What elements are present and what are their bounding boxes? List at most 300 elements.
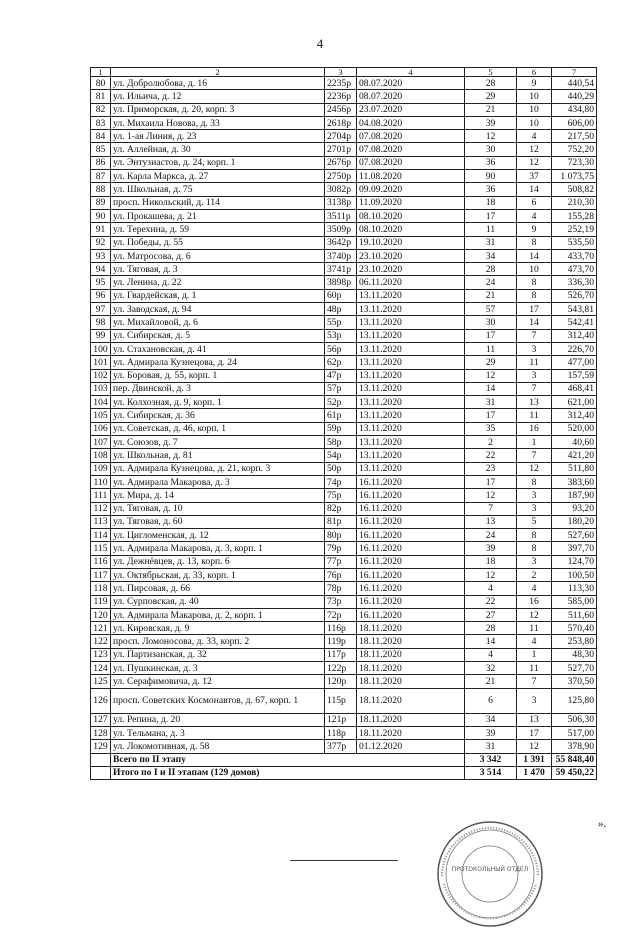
address: ул. Энтузиастов, д. 24, корп. 1	[111, 156, 325, 169]
address: ул. Пирсовая, д. 66	[111, 582, 325, 595]
totals-number-cell	[91, 766, 111, 779]
row-number: 111	[91, 489, 111, 502]
order-number: 52р	[325, 396, 357, 409]
table-row	[91, 116, 597, 129]
row-number: 91	[91, 223, 111, 236]
totals-row	[91, 753, 597, 766]
totals-col6: 1 391	[517, 753, 552, 766]
table-row	[91, 422, 597, 435]
order-number: 81р	[325, 515, 357, 528]
value-col6: 17	[517, 303, 552, 316]
order-date: 13.11.2020	[357, 462, 465, 475]
order-number: 2236р	[325, 90, 357, 103]
value-col7: 125,80	[552, 688, 597, 713]
table-row	[91, 555, 597, 568]
value-col5: 12	[465, 489, 517, 502]
value-col6: 17	[517, 726, 552, 739]
row-number: 103	[91, 382, 111, 395]
value-col5: 22	[465, 595, 517, 608]
value-col5: 18	[465, 196, 517, 209]
address: просп. Ломоносова, д. 33, корп. 2	[111, 635, 325, 648]
address: ул. Боровая, д. 55, корп. 1	[111, 369, 325, 382]
table-row	[91, 236, 597, 249]
row-number: 87	[91, 170, 111, 183]
order-date: 13.11.2020	[357, 289, 465, 302]
order-date: 11.09.2020	[357, 196, 465, 209]
order-date: 13.11.2020	[357, 422, 465, 435]
value-col7: 383,60	[552, 475, 597, 488]
table-row	[91, 635, 597, 648]
value-col6: 12	[517, 143, 552, 156]
value-col6: 8	[517, 542, 552, 555]
value-col7: 508,82	[552, 183, 597, 196]
totals-col7: 59 450,22	[552, 766, 597, 779]
order-number: 82р	[325, 502, 357, 515]
table-row	[91, 196, 597, 209]
order-number: 2235р	[325, 77, 357, 90]
table-row	[91, 90, 597, 103]
row-number: 114	[91, 529, 111, 542]
order-date: 13.11.2020	[357, 356, 465, 369]
order-date: 16.11.2020	[357, 555, 465, 568]
order-number: 117р	[325, 648, 357, 661]
value-col7: 155,28	[552, 209, 597, 222]
order-number: 48р	[325, 303, 357, 316]
value-col6: 11	[517, 662, 552, 675]
order-date: 08.10.2020	[357, 209, 465, 222]
row-number: 98	[91, 316, 111, 329]
value-col6: 13	[517, 396, 552, 409]
signature-line	[290, 860, 398, 861]
address: ул. Тяговая, д. 60	[111, 515, 325, 528]
address: ул. Михаила Новова, д. 33	[111, 116, 325, 129]
value-col5: 57	[465, 303, 517, 316]
order-date: 13.11.2020	[357, 436, 465, 449]
order-number: 77р	[325, 555, 357, 568]
value-col5: 90	[465, 170, 517, 183]
order-number: 3741р	[325, 263, 357, 276]
value-col5: 14	[465, 635, 517, 648]
value-col6: 8	[517, 529, 552, 542]
order-date: 07.08.2020	[357, 130, 465, 143]
order-number: 58р	[325, 436, 357, 449]
value-col5: 17	[465, 409, 517, 422]
value-col5: 11	[465, 342, 517, 355]
totals-col7: 55 848,40	[552, 753, 597, 766]
order-date: 08.07.2020	[357, 77, 465, 90]
value-col7: 473,70	[552, 263, 597, 276]
order-number: 3138р	[325, 196, 357, 209]
address: ул. Школьная, д. 75	[111, 183, 325, 196]
value-col5: 36	[465, 156, 517, 169]
column-number-header: 7	[552, 68, 597, 77]
row-number: 127	[91, 713, 111, 726]
column-number-header: 2	[111, 68, 325, 77]
value-col5: 34	[465, 713, 517, 726]
value-col5: 21	[465, 675, 517, 688]
order-date: 18.11.2020	[357, 662, 465, 675]
value-col5: 32	[465, 662, 517, 675]
table-row	[91, 329, 597, 342]
table-row	[91, 130, 597, 143]
value-col7: 526,70	[552, 289, 597, 302]
value-col5: 30	[465, 143, 517, 156]
value-col5: 39	[465, 116, 517, 129]
order-number: 2704р	[325, 130, 357, 143]
value-col7: 187,90	[552, 489, 597, 502]
address: пер. Двинской, д. 3	[111, 382, 325, 395]
value-col7: 397,70	[552, 542, 597, 555]
address: ул. Прокашева, д. 21	[111, 209, 325, 222]
value-col7: 527,60	[552, 529, 597, 542]
value-col6: 4	[517, 209, 552, 222]
address: ул. Октябрьская, д. 33, корп. 1	[111, 568, 325, 581]
value-col5: 31	[465, 236, 517, 249]
table-header-row	[91, 68, 597, 77]
address: ул. Школьная, д. 81	[111, 449, 325, 462]
order-date: 16.11.2020	[357, 542, 465, 555]
value-col7: 517,00	[552, 726, 597, 739]
order-date: 16.11.2020	[357, 489, 465, 502]
value-col7: 226,70	[552, 342, 597, 355]
row-number: 83	[91, 116, 111, 129]
order-date: 16.11.2020	[357, 608, 465, 621]
table-row	[91, 462, 597, 475]
order-number: 76р	[325, 568, 357, 581]
value-col6: 11	[517, 409, 552, 422]
order-number: 3642р	[325, 236, 357, 249]
totals-label: Итого по I и II этапам (129 домов)	[111, 766, 465, 779]
order-number: 79р	[325, 542, 357, 555]
order-date: 18.11.2020	[357, 688, 465, 713]
order-number: 75р	[325, 489, 357, 502]
row-number: 110	[91, 475, 111, 488]
closing-quote: ».	[598, 818, 607, 830]
totals-col5: 3 514	[465, 766, 517, 779]
value-col7: 210,30	[552, 196, 597, 209]
totals-col5: 3 342	[465, 753, 517, 766]
value-col6: 4	[517, 130, 552, 143]
address: ул. Адмирала Макарова, д. 3	[111, 475, 325, 488]
value-col7: 511,60	[552, 608, 597, 621]
value-col5: 31	[465, 396, 517, 409]
register-table	[90, 67, 597, 780]
value-col7: 336,30	[552, 276, 597, 289]
order-date: 23.10.2020	[357, 249, 465, 262]
row-number: 106	[91, 422, 111, 435]
value-col7: 506,30	[552, 713, 597, 726]
order-date: 18.11.2020	[357, 713, 465, 726]
address: ул. Адмирала Макарова, д. 2, корп. 1	[111, 608, 325, 621]
table-row	[91, 648, 597, 661]
table-row	[91, 675, 597, 688]
value-col7: 378,90	[552, 740, 597, 753]
row-number: 125	[91, 675, 111, 688]
row-number: 99	[91, 329, 111, 342]
order-number: 50р	[325, 462, 357, 475]
table-row	[91, 608, 597, 621]
order-date: 08.07.2020	[357, 90, 465, 103]
value-col6: 9	[517, 77, 552, 90]
value-col7: 585,00	[552, 595, 597, 608]
table-row	[91, 303, 597, 316]
address: ул. Локомотивная, д. 58	[111, 740, 325, 753]
value-col6: 7	[517, 675, 552, 688]
value-col6: 10	[517, 263, 552, 276]
value-col7: 113,30	[552, 582, 597, 595]
order-number: 2618р	[325, 116, 357, 129]
row-number: 124	[91, 662, 111, 675]
value-col5: 23	[465, 462, 517, 475]
row-number: 126	[91, 688, 111, 713]
row-number: 102	[91, 369, 111, 382]
table-row	[91, 209, 597, 222]
order-date: 13.11.2020	[357, 342, 465, 355]
address: ул. Колхозная, д. 9, корп. 1	[111, 396, 325, 409]
row-number: 92	[91, 236, 111, 249]
order-number: 72р	[325, 608, 357, 621]
table-row	[91, 542, 597, 555]
value-col5: 29	[465, 90, 517, 103]
value-col6: 12	[517, 156, 552, 169]
value-col5: 17	[465, 209, 517, 222]
table-row	[91, 502, 597, 515]
order-date: 13.11.2020	[357, 449, 465, 462]
table-row	[91, 688, 597, 713]
table-row	[91, 103, 597, 116]
value-col6: 12	[517, 608, 552, 621]
address: ул. Михайловой, д. 6	[111, 316, 325, 329]
address: ул. Адмирала Макарова, д. 3, корп. 1	[111, 542, 325, 555]
value-col5: 17	[465, 475, 517, 488]
order-number: 3898р	[325, 276, 357, 289]
column-number-header: 1	[91, 68, 111, 77]
value-col6: 8	[517, 475, 552, 488]
order-date: 16.11.2020	[357, 515, 465, 528]
value-col6: 7	[517, 449, 552, 462]
value-col7: 252,19	[552, 223, 597, 236]
order-date: 11.08.2020	[357, 170, 465, 183]
address: ул. Ильича, д. 12	[111, 90, 325, 103]
value-col6: 11	[517, 356, 552, 369]
address: ул. Стахановская, д. 41	[111, 342, 325, 355]
table-row	[91, 143, 597, 156]
value-col5: 12	[465, 130, 517, 143]
column-number-header: 6	[517, 68, 552, 77]
value-col6: 16	[517, 595, 552, 608]
value-col6: 14	[517, 316, 552, 329]
value-col7: 312,40	[552, 409, 597, 422]
value-col7: 570,40	[552, 622, 597, 635]
value-col7: 520,00	[552, 422, 597, 435]
order-number: 377р	[325, 740, 357, 753]
value-col7: 621,00	[552, 396, 597, 409]
value-col6: 10	[517, 103, 552, 116]
row-number: 84	[91, 130, 111, 143]
value-col5: 29	[465, 356, 517, 369]
order-number: 2456р	[325, 103, 357, 116]
address: ул. Сибирская, д. 5	[111, 329, 325, 342]
value-col6: 11	[517, 622, 552, 635]
value-col7: 40,60	[552, 436, 597, 449]
value-col5: 28	[465, 622, 517, 635]
value-col6: 3	[517, 555, 552, 568]
order-date: 16.11.2020	[357, 529, 465, 542]
value-col6: 3	[517, 489, 552, 502]
row-number: 82	[91, 103, 111, 116]
value-col7: 180,20	[552, 515, 597, 528]
totals-label: Всего по II этапу	[111, 753, 465, 766]
order-date: 18.11.2020	[357, 648, 465, 661]
order-number: 73р	[325, 595, 357, 608]
value-col5: 28	[465, 263, 517, 276]
address: ул. Карла Маркса, д. 27	[111, 170, 325, 183]
order-number: 56р	[325, 342, 357, 355]
table-row	[91, 662, 597, 675]
order-date: 09.09.2020	[357, 183, 465, 196]
address: ул. Мира, д. 14	[111, 489, 325, 502]
table-row	[91, 183, 597, 196]
office-stamp	[428, 818, 552, 930]
order-date: 16.11.2020	[357, 595, 465, 608]
row-number: 89	[91, 196, 111, 209]
table-row	[91, 263, 597, 276]
order-date: 23.10.2020	[357, 263, 465, 276]
order-date: 04.08.2020	[357, 116, 465, 129]
row-number: 113	[91, 515, 111, 528]
address: ул. Заводская, д. 94	[111, 303, 325, 316]
value-col6: 8	[517, 276, 552, 289]
value-col7: 723,30	[552, 156, 597, 169]
address: ул. Адмирала Кузнецова, д. 21, корп. 3	[111, 462, 325, 475]
order-number: 80р	[325, 529, 357, 542]
register-table-body	[91, 68, 597, 780]
row-number: 85	[91, 143, 111, 156]
row-number: 118	[91, 582, 111, 595]
order-number: 115р	[325, 688, 357, 713]
order-number: 74р	[325, 475, 357, 488]
row-number: 94	[91, 263, 111, 276]
value-col7: 370,50	[552, 675, 597, 688]
order-number: 47р	[325, 369, 357, 382]
address: ул. Терехина, д. 59	[111, 223, 325, 236]
value-col6: 3	[517, 688, 552, 713]
address: ул. Победы, д. 55	[111, 236, 325, 249]
order-date: 07.08.2020	[357, 156, 465, 169]
table-row	[91, 582, 597, 595]
table-row	[91, 289, 597, 302]
value-col7: 606,00	[552, 116, 597, 129]
order-date: 13.11.2020	[357, 316, 465, 329]
address: ул. Цигломенская, д. 12	[111, 529, 325, 542]
table-row	[91, 156, 597, 169]
value-col6: 12	[517, 462, 552, 475]
order-number: 119р	[325, 635, 357, 648]
address: ул. Дежнёвцев, д. 13, корп. 6	[111, 555, 325, 568]
value-col5: 18	[465, 555, 517, 568]
value-col5: 12	[465, 369, 517, 382]
table-row	[91, 316, 597, 329]
value-col7: 511,80	[552, 462, 597, 475]
stamp-text: ПРОТОКОЛЬНЫЙ ОТДЕЛ	[451, 866, 529, 873]
row-number: 115	[91, 542, 111, 555]
value-col7: 440,29	[552, 90, 597, 103]
value-col7: 434,80	[552, 103, 597, 116]
row-number: 100	[91, 342, 111, 355]
value-col6: 1	[517, 436, 552, 449]
value-col5: 17	[465, 329, 517, 342]
value-col6: 3	[517, 369, 552, 382]
order-number: 116р	[325, 622, 357, 635]
value-col5: 11	[465, 223, 517, 236]
address: ул. Добролюбова, д. 16	[111, 77, 325, 90]
value-col6: 4	[517, 582, 552, 595]
value-col5: 39	[465, 542, 517, 555]
order-number: 78р	[325, 582, 357, 595]
table-row	[91, 396, 597, 409]
address: просп. Советских Космонавтов, д. 67, корп. 1	[111, 688, 325, 713]
table-row	[91, 409, 597, 422]
value-col7: 527,70	[552, 662, 597, 675]
order-number: 3509р	[325, 223, 357, 236]
table-row	[91, 77, 597, 90]
value-col6: 14	[517, 183, 552, 196]
row-number: 88	[91, 183, 111, 196]
order-number: 62р	[325, 356, 357, 369]
value-col7: 100,50	[552, 568, 597, 581]
table-row	[91, 515, 597, 528]
order-date: 13.11.2020	[357, 369, 465, 382]
value-col7: 217,50	[552, 130, 597, 143]
order-number: 53р	[325, 329, 357, 342]
value-col7: 543,81	[552, 303, 597, 316]
order-date: 19.10.2020	[357, 236, 465, 249]
address: ул. Адмирала Кузнецова, д. 24	[111, 356, 325, 369]
table-row	[91, 436, 597, 449]
row-number: 108	[91, 449, 111, 462]
table-row	[91, 249, 597, 262]
row-number: 90	[91, 209, 111, 222]
address: ул. Союзов, д. 7	[111, 436, 325, 449]
totals-row	[91, 766, 597, 779]
value-col6: 7	[517, 329, 552, 342]
row-number: 97	[91, 303, 111, 316]
address: ул. Тяговая, д. 10	[111, 502, 325, 515]
row-number: 112	[91, 502, 111, 515]
table-row	[91, 595, 597, 608]
order-number: 121р	[325, 713, 357, 726]
value-col7: 253,80	[552, 635, 597, 648]
order-date: 18.11.2020	[357, 726, 465, 739]
value-col5: 31	[465, 740, 517, 753]
row-number: 104	[91, 396, 111, 409]
order-date: 16.11.2020	[357, 568, 465, 581]
row-number: 120	[91, 608, 111, 621]
totals-number-cell	[91, 753, 111, 766]
order-number: 3082р	[325, 183, 357, 196]
order-date: 13.11.2020	[357, 396, 465, 409]
value-col5: 36	[465, 183, 517, 196]
column-number-header: 3	[325, 68, 357, 77]
row-number: 80	[91, 77, 111, 90]
table-row	[91, 356, 597, 369]
table-row	[91, 342, 597, 355]
value-col6: 14	[517, 249, 552, 262]
value-col5: 4	[465, 582, 517, 595]
row-number: 81	[91, 90, 111, 103]
value-col5: 4	[465, 648, 517, 661]
address: ул. Тяговая, д. 3	[111, 263, 325, 276]
